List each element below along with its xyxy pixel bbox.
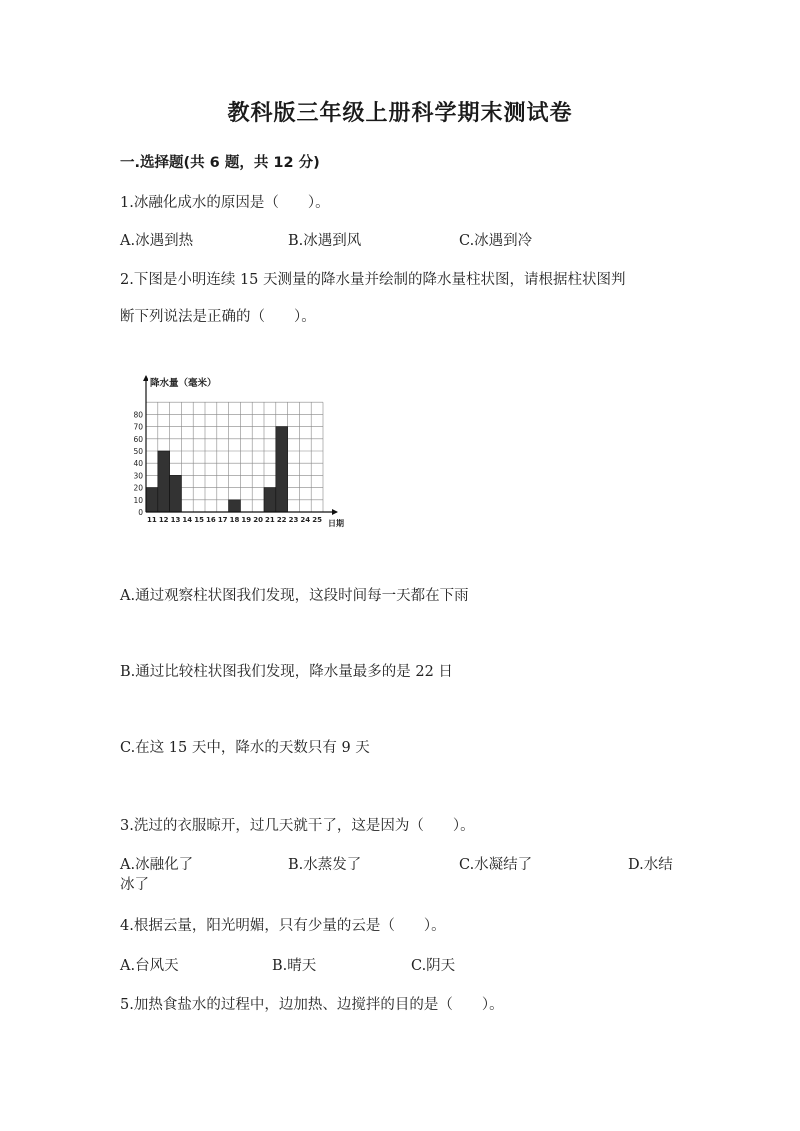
y-tick-label: 0 [138, 508, 143, 517]
question-2-stem-line1: 2.下图是小明连续 15 天测量的降水量并绘制的降水量柱状图，请根据柱状图判 [120, 272, 626, 288]
x-tick-label: 22 [276, 516, 287, 524]
bar-13 [170, 475, 182, 512]
y-tick-label: 70 [133, 422, 143, 432]
y-tick-label: 50 [133, 447, 143, 456]
x-axis-arrow [332, 509, 338, 515]
x-tick-label: 25 [312, 516, 322, 524]
y-tick-label: 80 [133, 410, 143, 420]
x-tick-label: 24 [300, 516, 311, 524]
y-axis-label: 降水量（毫米） [150, 378, 217, 389]
bar-21 [264, 488, 276, 512]
x-tick-label: 18 [229, 516, 240, 524]
q2-option-a: A.通过观察柱状图我们发现，这段时间每一天都在下雨 [120, 588, 469, 604]
q4-option-a: A.台风天 [120, 958, 179, 974]
x-tick-label: 17 [217, 516, 228, 524]
x-tick-label: 11 [147, 516, 157, 524]
q3-option-a: A.冰融化了 [120, 857, 194, 873]
q3-option-b: B.水蒸发了 [288, 857, 362, 873]
question-4-stem: 4.根据云量，阳光明媚，只有少量的云是（ ）。 [120, 918, 446, 934]
x-tick-label: 23 [288, 516, 299, 524]
chart-x-ticks [147, 516, 322, 524]
bar-18 [229, 500, 241, 512]
x-tick-label: 12 [158, 516, 169, 524]
x-tick-label: 19 [241, 516, 252, 524]
q2-option-b: B.通过比较柱状图我们发现，降水量最多的是 22 日 [120, 664, 453, 680]
q3-option-c: C.水凝结了 [459, 857, 533, 873]
y-tick-label: 20 [133, 483, 143, 493]
y-tick-label: 10 [133, 495, 143, 505]
y-tick-label: 40 [133, 459, 143, 469]
question-5-stem: 5.加热食盐水的过程中，边加热、边搅拌的目的是（ ）。 [120, 997, 504, 1013]
x-tick-label: 16 [206, 516, 216, 524]
q3-option-d-wrap: 冰了 [120, 877, 149, 893]
x-tick-label: 21 [265, 516, 275, 524]
section-heading: 一.选择题(共 6 题，共 12 分) [120, 155, 320, 171]
chart-y-ticks [133, 410, 143, 517]
bar-12 [158, 451, 170, 512]
q4-option-b: B.晴天 [272, 958, 317, 974]
bar-11 [146, 488, 158, 512]
bar-22 [276, 427, 288, 512]
question-1-stem: 1.冰融化成水的原因是（ ）。 [120, 195, 330, 211]
y-tick-label: 30 [133, 471, 143, 481]
q1-option-b: B.冰遇到风 [288, 233, 362, 249]
rainfall-bar-chart [126, 372, 356, 532]
q1-option-c: C.冰遇到冷 [459, 233, 533, 249]
q2-option-c: C.在这 15 天中，降水的天数只有 9 天 [120, 740, 370, 756]
x-tick-label: 20 [253, 516, 263, 524]
x-tick-label: 13 [170, 516, 181, 524]
question-2-stem-line2: 断下列说法是正确的（ ）。 [120, 309, 316, 325]
x-axis-label: 日期 [328, 519, 344, 528]
y-tick-label: 60 [133, 434, 143, 444]
question-3-stem: 3.洗过的衣服晾开，过几天就干了，这是因为（ ）。 [120, 818, 475, 834]
q3-option-d: D.水结 [628, 857, 673, 873]
q1-option-a: A.冰遇到热 [120, 233, 194, 249]
x-tick-label: 14 [182, 516, 193, 524]
q4-option-c: C.阴天 [411, 958, 456, 974]
page-title: 教科版三年级上册科学期末测试卷 [227, 101, 573, 126]
x-tick-label: 15 [194, 516, 204, 524]
